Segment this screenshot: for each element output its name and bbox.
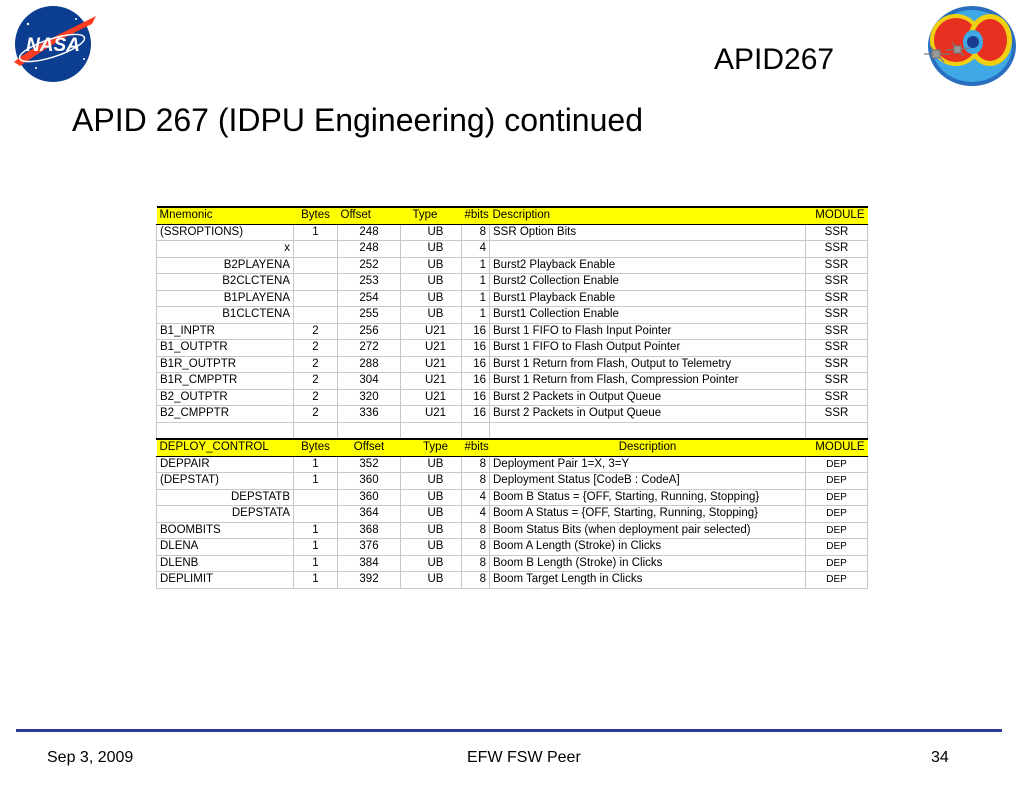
- table-row: [157, 572, 868, 589]
- table-cell: 360: [338, 473, 401, 490]
- table-cell: DEP: [806, 489, 868, 506]
- table-row: [157, 389, 868, 406]
- header-cell: MODULE: [806, 207, 868, 224]
- table-cell: 4: [462, 506, 490, 523]
- table-cell: 16: [462, 340, 490, 357]
- header-cell: Bytes: [294, 207, 338, 224]
- table-cell: 384: [338, 555, 401, 572]
- table-cell: 252: [338, 257, 401, 274]
- table-cell: B1R_OUTPTR: [157, 356, 294, 373]
- table-cell: SSR Option Bits: [490, 224, 806, 241]
- table-cell: (SSROPTIONS): [157, 224, 294, 241]
- table-cell: 1: [462, 290, 490, 307]
- header-cell: Description: [490, 439, 806, 456]
- table-cell: UB: [401, 572, 462, 589]
- table-cell: 255: [338, 307, 401, 324]
- table-row: [157, 506, 868, 523]
- table-cell: 1: [462, 257, 490, 274]
- table-cell: Burst1 Playback Enable: [490, 290, 806, 307]
- table-cell: 1: [462, 274, 490, 291]
- table-cell: U21: [401, 389, 462, 406]
- header-cell: Offset: [338, 439, 401, 456]
- slide-title: APID 267 (IDPU Engineering) continued: [72, 102, 643, 138]
- table-cell: UB: [401, 489, 462, 506]
- footer-title: EFW FSW Peer: [467, 749, 581, 766]
- table-cell: 368: [338, 522, 401, 539]
- table-cell: U21: [401, 373, 462, 390]
- table-cell: UB: [401, 555, 462, 572]
- table-cell: 1: [294, 572, 338, 589]
- telemetry-table: [156, 206, 868, 589]
- header-cell: MODULE: [806, 439, 868, 456]
- table-row: [157, 323, 868, 340]
- table-cell: DEPLIMIT: [157, 572, 294, 589]
- table-cell: 4: [462, 489, 490, 506]
- table-cell: SSR: [806, 290, 868, 307]
- table-cell: B1PLAYENA: [157, 290, 294, 307]
- table-cell: 248: [338, 224, 401, 241]
- table-cell: DEP: [806, 522, 868, 539]
- table-cell: Burst2 Collection Enable: [490, 274, 806, 291]
- table-cell: [294, 241, 338, 258]
- table-cell: 8: [462, 224, 490, 241]
- table-cell: 1: [462, 307, 490, 324]
- table-cell: Burst1 Collection Enable: [490, 307, 806, 324]
- footer-date: Sep 3, 2009: [47, 749, 134, 766]
- table-cell: Boom A Length (Stroke) in Clicks: [490, 539, 806, 556]
- table-cell: 8: [462, 522, 490, 539]
- table-cell: UB: [401, 307, 462, 324]
- table-cell: B2PLAYENA: [157, 257, 294, 274]
- table-cell: 304: [338, 373, 401, 390]
- table-cell: DEPPAIR: [157, 456, 294, 473]
- table-cell: UB: [401, 257, 462, 274]
- table-cell: U21: [401, 356, 462, 373]
- table-cell: 1: [294, 473, 338, 490]
- table-row: [157, 307, 868, 324]
- table-cell: DEP: [806, 555, 868, 572]
- table-cell: 1: [294, 224, 338, 241]
- table-cell: 16: [462, 356, 490, 373]
- deploy-header-row: [157, 439, 868, 456]
- table-cell: [294, 307, 338, 324]
- table-cell: 4: [462, 241, 490, 258]
- page-number: 34: [931, 749, 949, 766]
- table-cell: Boom A Status = {OFF, Starting, Running, Stopping}: [490, 506, 806, 523]
- table-cell: DEP: [806, 539, 868, 556]
- table-cell: 8: [462, 555, 490, 572]
- table-cell: BOOMBITS: [157, 522, 294, 539]
- header-cell: Mnemonic: [157, 207, 294, 224]
- table-cell: B1_INPTR: [157, 323, 294, 340]
- table-cell: UB: [401, 473, 462, 490]
- table-cell: SSR: [806, 340, 868, 357]
- table-cell: Deployment Status [CodeB : CodeA]: [490, 473, 806, 490]
- table-cell: UB: [401, 224, 462, 241]
- table-row: [157, 356, 868, 373]
- table-cell: U21: [401, 406, 462, 423]
- table-row: [157, 406, 868, 423]
- table-cell: Boom B Length (Stroke) in Clicks: [490, 555, 806, 572]
- table-cell: DLENB: [157, 555, 294, 572]
- table-cell: 2: [294, 389, 338, 406]
- table-cell: SSR: [806, 307, 868, 324]
- table-cell: 16: [462, 373, 490, 390]
- spacer-row: [157, 422, 868, 439]
- table-cell: Burst 1 FIFO to Flash Input Pointer: [490, 323, 806, 340]
- table-cell: 2: [294, 323, 338, 340]
- table-cell: 1: [294, 555, 338, 572]
- table-cell: 8: [462, 456, 490, 473]
- table-cell: 16: [462, 389, 490, 406]
- header-cell: #bits: [462, 207, 490, 224]
- table-row: [157, 274, 868, 291]
- table-row: [157, 224, 868, 241]
- table-cell: DEP: [806, 456, 868, 473]
- svg-text:NASA: NASA: [26, 35, 80, 56]
- table-cell: (DEPSTAT): [157, 473, 294, 490]
- table-cell: SSR: [806, 274, 868, 291]
- table-cell: SSR: [806, 241, 868, 258]
- table-cell: UB: [401, 506, 462, 523]
- table-cell: 2: [294, 340, 338, 357]
- table-cell: UB: [401, 539, 462, 556]
- table-cell: DEP: [806, 506, 868, 523]
- table-cell: Boom Target Length in Clicks: [490, 572, 806, 589]
- table-cell: Burst2 Playback Enable: [490, 257, 806, 274]
- table-cell: x: [157, 241, 294, 258]
- table-cell: UB: [401, 241, 462, 258]
- table-row: [157, 373, 868, 390]
- table-cell: 8: [462, 572, 490, 589]
- table-cell: Burst 1 Return from Flash, Output to Telemetry: [490, 356, 806, 373]
- table-cell: Burst 2 Packets in Output Queue: [490, 406, 806, 423]
- table-cell: SSR: [806, 356, 868, 373]
- table-cell: 8: [462, 473, 490, 490]
- table-row: [157, 456, 868, 473]
- table-cell: 2: [294, 373, 338, 390]
- table-cell: Burst 1 Return from Flash, Compression Pointer: [490, 373, 806, 390]
- table-cell: SSR: [806, 257, 868, 274]
- table-cell: Burst 2 Packets in Output Queue: [490, 389, 806, 406]
- table-cell: UB: [401, 290, 462, 307]
- table-row: [157, 539, 868, 556]
- nasa-logo: [6, 4, 102, 84]
- table-row: [157, 555, 868, 572]
- table-row: [157, 473, 868, 490]
- table-cell: DEP: [806, 473, 868, 490]
- footer-rule: [16, 729, 1002, 732]
- table-cell: U21: [401, 323, 462, 340]
- table-cell: 272: [338, 340, 401, 357]
- table-cell: [294, 489, 338, 506]
- header-cell: Bytes: [294, 439, 338, 456]
- table-cell: 364: [338, 506, 401, 523]
- table-cell: 336: [338, 406, 401, 423]
- table-cell: DEPSTATB: [157, 489, 294, 506]
- ssr-table-body: [157, 207, 868, 422]
- header-cell: #bits: [462, 439, 490, 456]
- table-cell: 254: [338, 290, 401, 307]
- table-cell: SSR: [806, 389, 868, 406]
- table-row: [157, 241, 868, 258]
- table-cell: 2: [294, 356, 338, 373]
- table-cell: Burst 1 FIFO to Flash Output Pointer: [490, 340, 806, 357]
- table-cell: B2CLCTENA: [157, 274, 294, 291]
- header-cell: DEPLOY_CONTROL: [157, 439, 294, 456]
- table-cell: 1: [294, 522, 338, 539]
- table-cell: SSR: [806, 323, 868, 340]
- header-cell: Offset: [338, 207, 401, 224]
- table-cell: [294, 257, 338, 274]
- table-cell: 16: [462, 323, 490, 340]
- table-cell: [490, 241, 806, 258]
- table-cell: 8: [462, 539, 490, 556]
- table-row: [157, 522, 868, 539]
- table-cell: UB: [401, 522, 462, 539]
- table-cell: UB: [401, 274, 462, 291]
- radiation-belt-graphic: [860, 2, 1020, 92]
- ssr-header-row: [157, 207, 868, 224]
- table-cell: 1: [294, 539, 338, 556]
- table-cell: 2: [294, 406, 338, 423]
- table-cell: 392: [338, 572, 401, 589]
- table-cell: [294, 290, 338, 307]
- apid-tag: APID267: [714, 43, 835, 76]
- table-cell: 253: [338, 274, 401, 291]
- table-cell: DEP: [806, 572, 868, 589]
- table-cell: 360: [338, 489, 401, 506]
- table-cell: 256: [338, 323, 401, 340]
- table-cell: SSR: [806, 373, 868, 390]
- table-cell: B1R_CMPPTR: [157, 373, 294, 390]
- table-cell: 376: [338, 539, 401, 556]
- header-cell: Type: [401, 439, 462, 456]
- table-cell: [294, 506, 338, 523]
- header-cell: Description: [490, 207, 806, 224]
- table-cell: B2_CMPPTR: [157, 406, 294, 423]
- table-cell: SSR: [806, 224, 868, 241]
- table-cell: B2_OUTPTR: [157, 389, 294, 406]
- table-row: [157, 257, 868, 274]
- table-cell: UB: [401, 456, 462, 473]
- table-cell: DLENA: [157, 539, 294, 556]
- table-cell: B1_OUTPTR: [157, 340, 294, 357]
- table-cell: 1: [294, 456, 338, 473]
- table-cell: Boom Status Bits (when deployment pair selected): [490, 522, 806, 539]
- table-cell: 288: [338, 356, 401, 373]
- table-cell: 16: [462, 406, 490, 423]
- table-cell: DEPSTATA: [157, 506, 294, 523]
- header-cell: Type: [401, 207, 462, 224]
- table-row: [157, 489, 868, 506]
- table-row: [157, 340, 868, 357]
- table-cell: B1CLCTENA: [157, 307, 294, 324]
- table-cell: U21: [401, 340, 462, 357]
- table-cell: 320: [338, 389, 401, 406]
- table-cell: Deployment Pair 1=X, 3=Y: [490, 456, 806, 473]
- table-cell: SSR: [806, 406, 868, 423]
- table-cell: Boom B Status = {OFF, Starting, Running, Stopping}: [490, 489, 806, 506]
- deploy-table-body: [157, 439, 868, 588]
- table-cell: [294, 274, 338, 291]
- table-row: [157, 290, 868, 307]
- table-cell: 248: [338, 241, 401, 258]
- table-cell: 352: [338, 456, 401, 473]
